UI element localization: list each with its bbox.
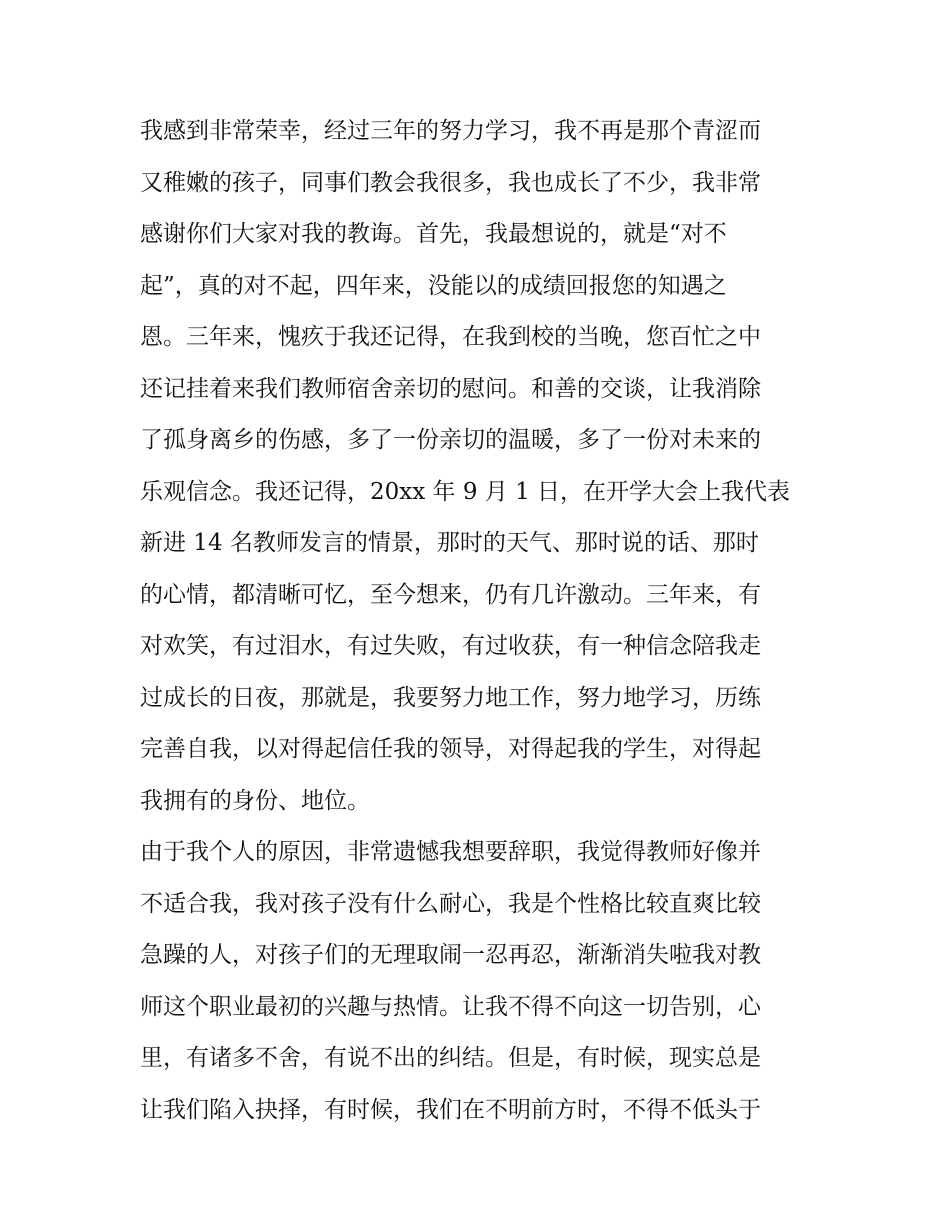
text-line: 起”，真的对不起，四年来，没能以的成绩回报您的知遇之 [140, 272, 727, 299]
text-line: 过成长的日夜，那就是，我要努力地工作，努力地学习，历练 [140, 684, 761, 711]
body-text [140, 106, 820, 1136]
text-line: 乐观信念。我还记得，20xx 年 9 月 1 日，在开学大会上我代表 [140, 478, 791, 505]
text-line: 让我们陷入抉择，有时候，我们在不明前方时，不得不低头于 [140, 1096, 761, 1123]
text-line: 又稚嫩的孩子，同事们教会我很多，我也成长了不少，我非常 [140, 169, 761, 196]
text-line: 由于我个人的原因，非常遗憾我想要辞职，我觉得教师好像并 [140, 839, 761, 865]
text-line: 了孤身离乡的伤感，多了一份亲切的温暖，多了一份对未来的 [140, 427, 761, 453]
text-line: 感谢你们大家对我的教诲。首先，我最想说的，就是“对不 [140, 221, 727, 247]
text-line: 里，有诸多不舍，有说不出的纠结。但是，有时候，现实总是 [140, 1045, 761, 1071]
text-line: 恩。三年来，愧疚于我还记得，在我到校的当晚，您百忙之中 [140, 324, 761, 350]
text-line: 师这个职业最初的兴趣与热情。让我不得不向这一切告别，心 [140, 993, 761, 1020]
text-line: 不适合我，我对孩子没有什么耐心，我是个性格比较直爽比较 [140, 890, 761, 917]
text-line: 还记挂着来我们教师宿舍亲切的慰问。和善的交谈，让我消除 [140, 375, 761, 402]
text-line: 我感到非常荣幸，经过三年的努力学习，我不再是那个青涩而 [140, 118, 761, 144]
text-line: 对欢笑，有过泪水，有过失败，有过收获，有一种信念陪我走 [140, 633, 761, 659]
text-line: 急躁的人，对孩子们的无理取闹一忍再忍，渐渐消失啦我对教 [140, 942, 761, 968]
text-line: 新进 14 名教师发言的情景，那时的天气、那时说的话、那时 [140, 530, 759, 556]
text-line: 完善自我，以对得起信任我的领导，对得起我的学生，对得起 [140, 736, 761, 762]
text-line: 我拥有的身份、地位。 [140, 787, 370, 814]
text-line: 的心情，都清晰可忆，至今想来，仍有几许激动。三年来，有 [140, 581, 761, 608]
